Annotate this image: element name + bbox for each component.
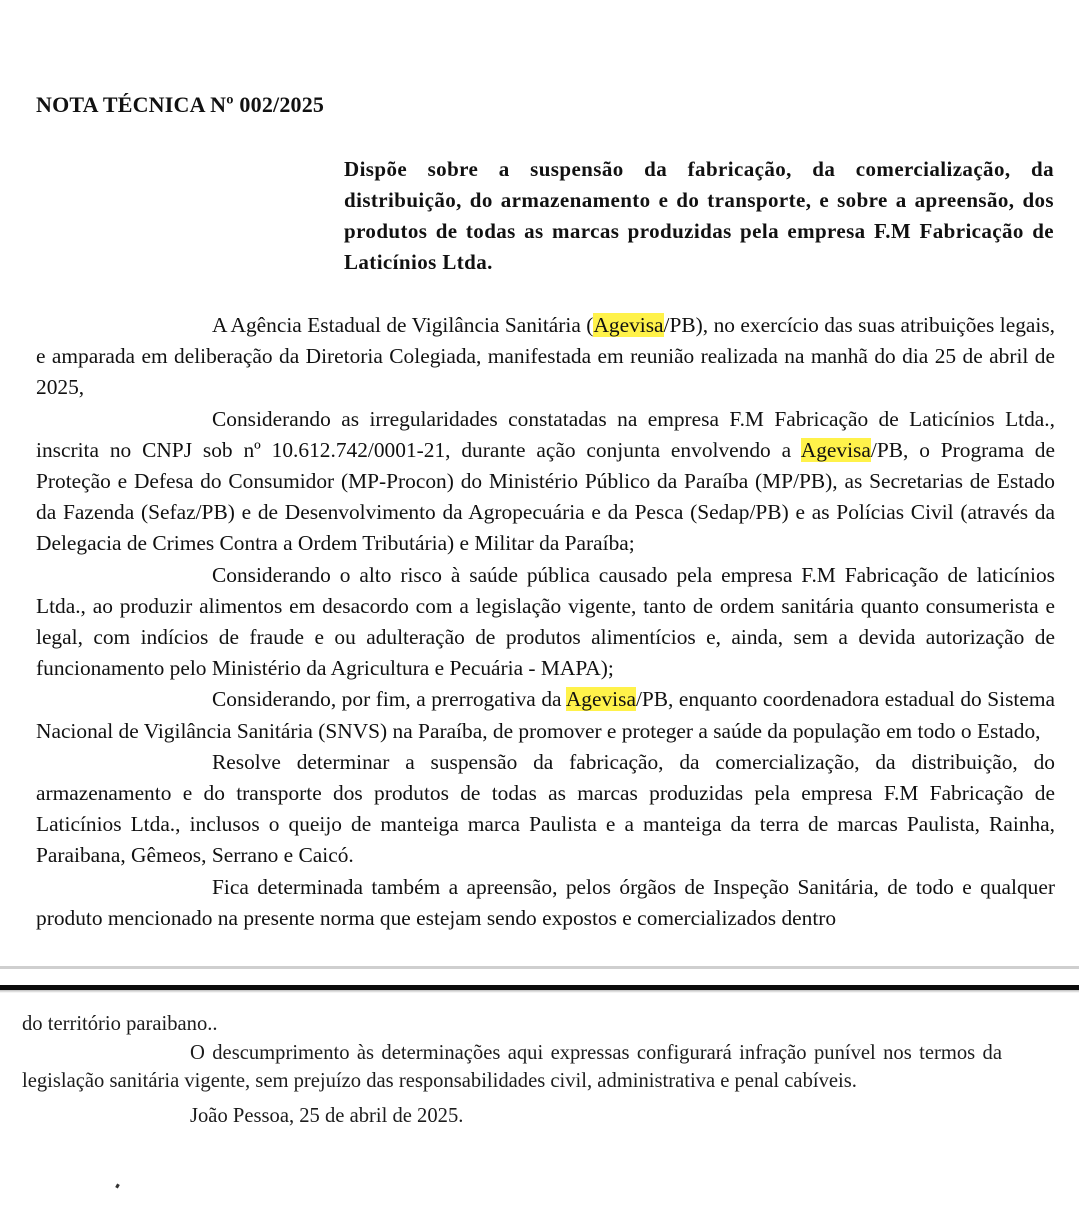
document-body: [36, 310, 1055, 934]
paragraph-resolve: Resolve determinar a suspensão da fabricação, da comercialização, da distribuição, do armazenamento e do transporte dos produtos de todas as marcas produzidas pela empresa F.M Fabricação de Laticínios Ltda., inclusos o queijo de manteiga marca Paulista e a manteiga da terra de marcas Paulista, Rainha, Paraibana, Gêmeos, Serrano e Caicó.: [36, 749, 1055, 868]
page-edge-line: [0, 966, 1079, 969]
place-date: João Pessoa, 25 de abril de 2025.: [190, 1104, 464, 1127]
document-page-bottom: [22, 1010, 1002, 1130]
paragraph-considerando-risco: Considerando o alto risco à saúde pública causado pela empresa F.M Fabricação de laticínios Ltda., ao produzir alimentos em desacordo com a legislação vigente, tanto de ordem sanitária quanto consumerista e legal, com indícios de fraude e ou adulteração de produtos alimentícios e, ainda, sem a devida autorização de funcionamento pelo Ministério da Agricultura e Pecuária - MAPA);: [36, 562, 1055, 681]
paragraph-descumprimento: O descumprimento às determinações aqui expressas configurará infração punível nos termos da legislação sanitária vigente, sem prejuízo das responsabilidades civil, administrativa e penal cabíveis.: [22, 1041, 1002, 1092]
paragraph-considerando-irregularidades: Considerando as irregularidades constatadas na empresa F.M Fabricação de Laticínios Ltda., inscrita no CNPJ sob nº 10.612.742/0001-21, durante ação conjunta envolvendo a Agevisa/PB, o Programa de Proteção e Defesa do Consumidor (MP-Procon) do Ministério Público da Paraíba (MP/PB), as Secretarias de Estado da Fazenda (Sefaz/PB) e de Desenvolvimento da Agropecuária e da Pesca (Sedap/PB) e as Polícias Civil (através da Delegacia de Crimes Contra a Ordem Tributária) e Militar da Paraíba;: [36, 406, 1055, 556]
paragraph-continuation: do território paraibano..: [22, 1013, 218, 1035]
highlighted-term: Agevisa: [800, 437, 871, 462]
stray-mark: [115, 1184, 120, 1189]
paragraph-considerando-prerrogativa: Considerando, por fim, a prerrogativa da Agevisa/PB, enquanto coordenadora estadual do Sistema Nacional de Vigilância Sanitária (SNVS) na Paraíba, de promover e proteger a saúde da população em todo o Estado,: [36, 687, 1055, 743]
highlighted-term: Agevisa: [565, 687, 636, 712]
paragraph-preamble: A Agência Estadual de Vigilância Sanitária (Agevisa/PB), no exercício das suas atribuições legais, e amparada em deliberação da Diretoria Colegiada, manifestada em reunião realizada na manhã do dia 25 de abril de 2025,: [36, 313, 1055, 400]
paragraph-apreensao: Fica determinada também a apreensão, pelos órgãos de Inspeção Sanitária, de todo e qualquer produto mencionado na presente norma que estejam sendo expostos e comercializados dentro: [36, 874, 1055, 930]
document-title: NOTA TÉCNICA Nº 002/2025: [36, 92, 325, 117]
highlighted-term: Agevisa: [593, 313, 664, 337]
page-divider-shadow: [0, 990, 1079, 993]
document-ementa: Dispõe sobre a suspensão da fabricação, da comercialização, da distribuição, do armazenamento e do transporte, e sobre a apreensão, dos produtos de todas as marcas produzidas pela empresa F.M Fabricação de Laticínios Ltda.: [344, 157, 1054, 274]
